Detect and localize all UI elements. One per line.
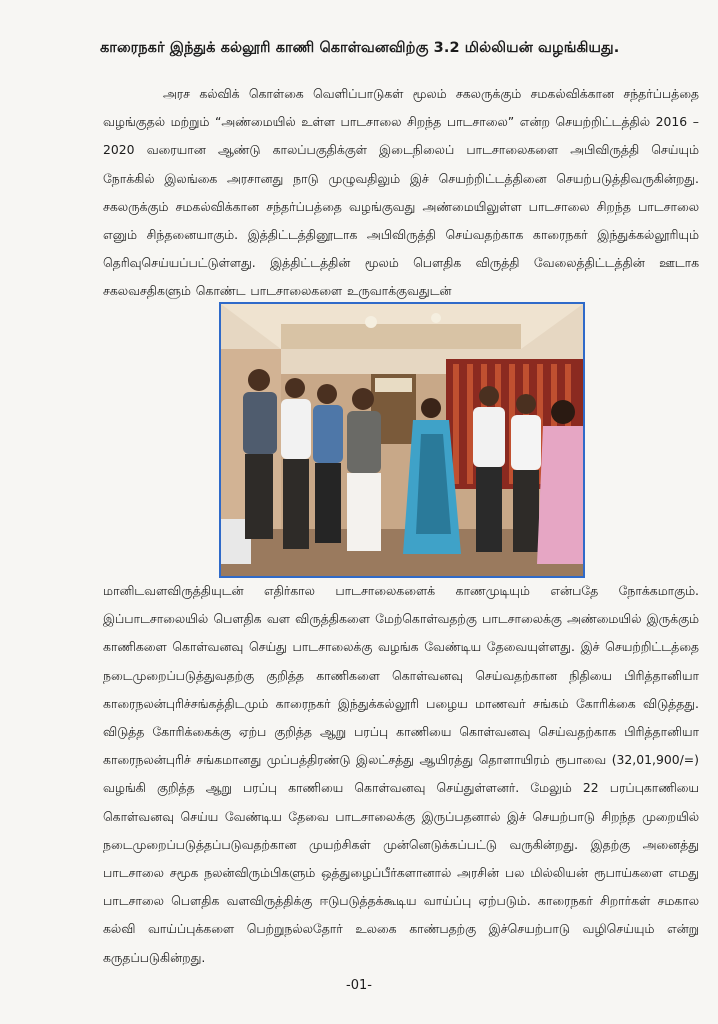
group-photo [219, 302, 585, 578]
document-title: காரைநகர் இந்துக் கல்லூரி காணி கொள்வனவிற்கு 3.2 மில்லியன் வழங்கியது. [100, 40, 620, 56]
page-number: -01- [346, 978, 372, 993]
paragraph-intro: அரச கல்விக் கொள்கை வெளிப்பாடுகள் மூலம் சகலருக்கும் சமகல்விக்கான சந்தர்ப்பத்தை வழங்குதல் மற்றும் “அண்மையில் உள்ள பாடசாலை சிறந்த பாடசாலை” என்ற செயற்றிட்டத்தில் 2016 – 2020 வரையான ஆண்டு காலப்பகுதிக்குள் இடைநிலைப் பாடசாலைகளை அபிவிருத்தி செய்யும் நோக்கில் இலங்கை அரசானது நாடு முழுவதிலும் இச் செயற்றிட்டத்தினை செயற்படுத்திவருகின்றது. சகலருக்கும் சமகல்விக்கான சந்தர்ப்பத்தை வழங்குவது அண்மையிலுள்ள பாடசாலை சிறந்த பாடசாலை எனும் சிந்தனையாகும். இத்திட்டத்தினூடாக அபிவிருத்தி செய்வதற்காக காரைநகர் இந்துக்கல்லூரியும் தெரிவுசெய்யப்பட்டுள்ளது. இத்திட்டத்தின் மூலம் பௌதிக விருத்தி வேலைத்திட்டத்தின் ஊடாக சகலவசதிகளும் கொண்ட பாடசாலைகளை உருவாக்குவதுடன் [103, 86, 699, 299]
paragraph-details: மானிடவளவிருத்தியுடன் எதிர்கால பாடசாலைகளைக் காணமுடியும் என்பதே நோக்கமாகும். இப்பாடசாலையில் பௌதிக வள விருத்திகளை மேற்கொள்வதற்கு பாடசாலைக்கு அண்மையில் இருக்கும் காணிகளை கொள்வனவு செய்து பாடசாலைக்கு வழங்க வேண்டிய தேவையுள்ளது. இச் செயற்றிட்டத்தை நடைமுறைப்படுத்துவதற்கு குறித்த காணிகளை கொள்வனவு செய்வதற்கான நிதியை பிரித்தானியா காரைநலன்புரிச்சங்கத்திடமும் காரைநகர் இந்துக்கல்லூரி பழைய மாணவர் சங்கம் கோரிக்கை விடுத்தது. விடுத்த கோரிக்கைக்கு ஏற்ப குறித்த ஆறு பரப்பு காணியை கொள்வனவு செய்வதற்காக பிரித்தானியா காரைநலன்புரிச் சங்கமானது முப்பத்திரண்டு இலட்சத்து ஆயிரத்து தொளாயிரம் ரூபாவை (32,01,900/=) வழங்கி குறித்த ஆறு பரப்பு காணியை கொள்வனவு செய்துள்ளனர். மேலும் 22 பரப்புகாணியை கொள்வனவு செய்ய வேண்டிய தேவை பாடசாலைக்கு இருப்பதனால் இச் செயற்பாடு சிறந்த முறையில் நடைமுறைப்படுத்தப்படுவதற்கான முயற்சிகள் முன்னெடுக்கப்பட்டு வருகின்றது. இதற்கு அனைத்து பாடசாலை சமூக நலன்விரும்பிகளும் ஒத்துழைப்பீர்களானால் அரசின் பல மில்லியன் ரூபாய்களை எமது பாடசாலை பௌதிக வளவிருத்திக்கு ஈடுபடுத்தக்கூடிய வாய்ப்பு ஏற்படும். காரைநகர் சிறார்கள் சமகால கல்வி வாய்ப்புக்களை பெற்றுநல்லதோர் உலகை காண்பதற்கு இச்செயற்பாடு வழிசெய்யும் என்று கருதப்படுகின்றது. [103, 583, 699, 965]
